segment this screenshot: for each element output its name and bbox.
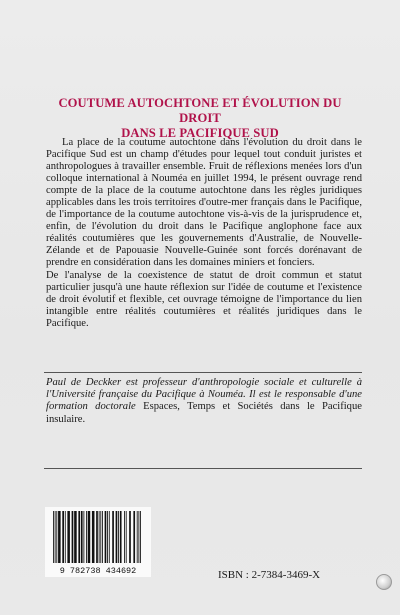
barcode xyxy=(45,507,151,577)
summary xyxy=(46,137,362,330)
author-bio xyxy=(46,377,362,426)
barcode-bar xyxy=(88,511,91,563)
barcode-bar xyxy=(65,511,66,563)
barcode-graphic xyxy=(45,507,151,577)
barcode-bar xyxy=(78,511,80,563)
barcode-bar xyxy=(56,511,57,563)
barcode-bar xyxy=(67,511,70,563)
barcode-bar xyxy=(83,511,84,563)
barcode-number: 9 782738 434692 xyxy=(59,566,137,576)
isbn: ISBN : 2-7384-3469-X xyxy=(218,569,321,581)
book-title xyxy=(40,96,360,141)
barcode-bar xyxy=(62,511,64,563)
author-bio-program: Espaces, Temps et Sociétés dans le Pacifique insulaire. xyxy=(46,401,362,425)
barcode-bar xyxy=(120,511,122,563)
barcode-bar xyxy=(140,511,141,563)
barcode-bar xyxy=(118,511,119,563)
barcode-bar xyxy=(137,511,138,563)
barcode-bar xyxy=(74,511,77,563)
divider-bottom xyxy=(44,468,362,469)
barcode-bar xyxy=(81,511,83,563)
barcode-bar xyxy=(129,511,131,563)
barcode-bar xyxy=(100,511,101,563)
barcode-bar xyxy=(92,511,95,563)
author-bio-italic: Paul de Deckker est professeur d'anthropologie sociale et culturelle à l'Université française du Pacifique à Nouméa. Il est le responsable d'une formation doctorale xyxy=(46,377,362,413)
barcode-bar xyxy=(109,511,110,563)
barcode-bar xyxy=(105,511,107,563)
barcode-bar xyxy=(138,511,139,563)
barcode-bar xyxy=(55,511,56,563)
publisher-logo-icon xyxy=(376,574,392,590)
barcode-bar xyxy=(53,511,54,563)
barcode-bar xyxy=(116,511,118,563)
barcode-bar xyxy=(124,511,125,563)
title-line-1: COUTUME AUTOCHTONE ET ÉVOLUTION DU DROIT xyxy=(58,96,342,125)
barcode-bar xyxy=(96,511,98,563)
summary-paragraph-1: La place de la coutume autochtone dans l'évolution du droit dans le Pacifique Sud est un champ d'études pour lequel tout conduit juristes et anthropologues à travailler ensemble. Fruit de réflexions menées lors d'un colloque international à Nouméa en juillet 1994, le présent ouvrage rend compte de la place de la coutume autochtone dans les règles juridiques applicables dans les trois territoires d'outre-mer français dans le Pacifique, de l'importance de la coutume autochtone vis-à-vis de la jurisprudence et, enfin, de l'évolution du droit dans le Pacifique anglophone face aux réalités coutumières que les gouvernements d'Australie, de Nouvelle-Zélande et de Papouasie Nouvelle-Guinée sont forcés dorénavant de prendre en considération dans les domaines miniers et fonciers. xyxy=(46,137,362,269)
divider-top xyxy=(44,372,362,373)
barcode-bar xyxy=(107,511,108,563)
title-line-2: DANS LE PACIFIQUE SUD xyxy=(121,126,279,140)
barcode-bar xyxy=(58,511,61,563)
barcode-bar xyxy=(72,511,74,563)
summary-paragraph-2: De l'analyse de la coexistence de statut de droit commun et statut particulier jusqu'à une haute réflexion sur l'idée de coutume et l'existence de droit évolutif et flexible, cet ouvrage témoigne de l'importance du lien intangible entre réalités coutumières et réalités juridiques dans le Pacifique. xyxy=(46,269,362,329)
barcode-bar xyxy=(133,511,135,563)
barcode-bar xyxy=(126,511,127,563)
barcode-bar xyxy=(102,511,103,563)
barcode-bar xyxy=(99,511,100,563)
barcode-bar xyxy=(86,511,87,563)
barcode-bar xyxy=(112,511,114,563)
